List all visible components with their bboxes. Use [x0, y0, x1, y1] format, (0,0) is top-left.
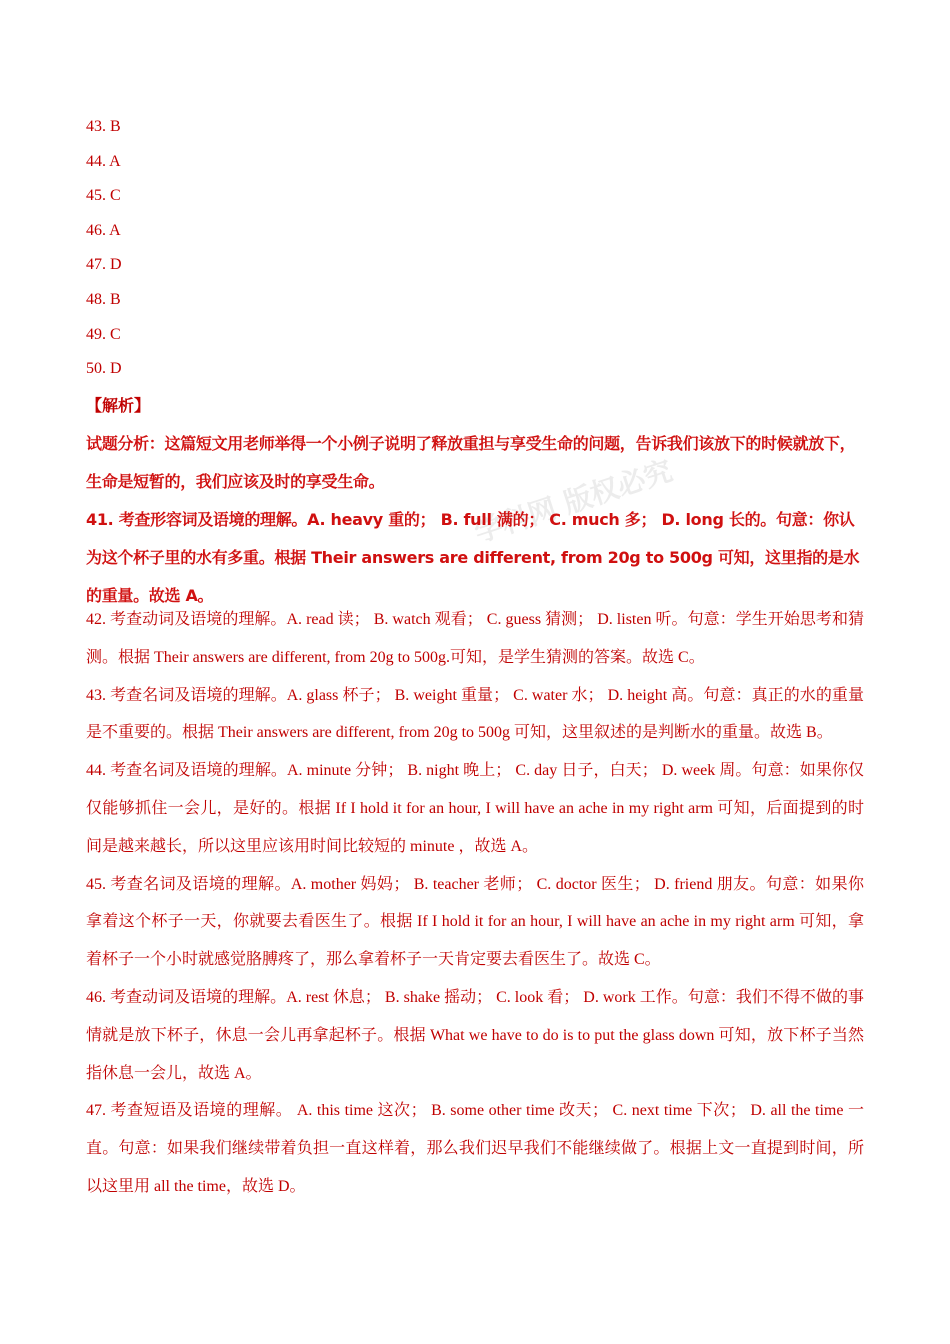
answer-list — [86, 110, 122, 387]
answer-item: 43. B — [86, 118, 121, 135]
watermark: 学科网 版权必究 — [470, 453, 677, 549]
answer-item: 45. C — [86, 187, 121, 205]
analysis-header: 【解析】 — [86, 396, 151, 415]
explanation-list — [86, 601, 864, 1206]
answer-item: 44. A — [86, 152, 121, 170]
answer-item: 49. C — [86, 325, 121, 343]
explanation-item: 46. 考查动词及语境的理解。A. rest 休息； B. shake 摇动； C. look 看； D. work 工作。句意：我们不得不做的事情就是放下杯子，休息一会儿再拿起杯子。根据 What we have to do is to put the glass down 可知，放下杯子当然指休息一会儿，故选 A。 — [86, 988, 864, 1082]
analysis-block — [86, 425, 870, 615]
analysis-summary: 试题分析：这篇短文用老师举得一个小例子说明了释放重担与享受生命的问题，告诉我们该放下的时候就放下，生命是短暂的，我们应该及时的享受生命。 — [86, 434, 856, 491]
explanation-item: 45. 考查名词及语境的理解。A. mother 妈妈； B. teacher 老师； C. doctor 医生； D. friend 朋友。句意：如果你拿着这个杯子一天，你就要去看医生了。根据 If I hold it for an hour, I will have an ache in my right arm 可知，拿着杯子一个小时就感觉胳膊疼了，那么拿着杯子一天肯定要去看医生了。故选 C。 — [86, 875, 864, 969]
analysis-item-41: 41. 考查形容词及语境的理解。A. heavy 重的； B. full 满的； C. much 多； D. long 长的。句意：你认为这个杯子里的水有多重。根据 Their answers are different, from 20g to 500g 可知，这里指的是水的重量。故选 A。 — [86, 510, 860, 605]
answer-item: 48. B — [86, 290, 121, 308]
answer-item: 47. D — [86, 256, 122, 274]
explanation-item: 42. 考查动词及语境的理解。A. read 读； B. watch 观看； C. guess 猜测； D. listen 听。句意：学生开始思考和猜测。根据 Their answers are different, from 20g to 500g.可知，是学生猜测的答案。故选 C。 — [86, 611, 864, 666]
explanation-item: 47. 考查短语及语境的理解。 A. this time 这次； B. some other time 改天； C. next time 下次； D. all the time 一直。句意：如果我们继续带着负担一直这样着，那么我们迟早我们不能继续做了。根据上文一直提到时间，所以这里用 all the time，故选 D。 — [86, 1102, 864, 1195]
answer-item: 50. D — [86, 360, 122, 378]
explanation-item: 44. 考查名词及语境的理解。A. minute 分钟； B. night 晚上； C. day 日子，白天； D. week 周。句意：如果你仅仅能够抓住一会儿，是好的。根据 If I hold it for an hour, I will have an ache in my right arm 可知，后面提到的时间是越来越长，所以这里应该用时间比较短的 minute ，故选 A。 — [86, 762, 864, 855]
explanation-item: 43. 考查名词及语境的理解。A. glass 杯子； B. weight 重量； C. water 水； D. height 高。句意：真正的水的重量是不重要的。根据 Their answers are different, from 20g to 500g 可知，这里叙述的是判断水的重量。故选 B。 — [86, 686, 864, 742]
answer-item: 46. A — [86, 221, 121, 239]
